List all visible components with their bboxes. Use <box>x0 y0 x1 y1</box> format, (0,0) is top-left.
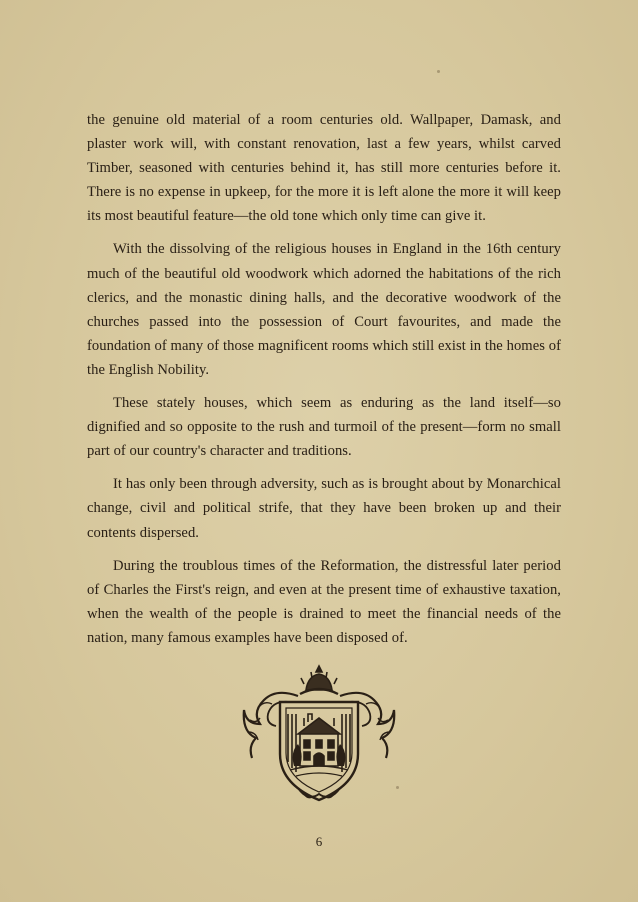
body-text <box>87 108 561 659</box>
paragraph-1: the genuine old material of a room centuries old. Wallpaper, Damask, and plaster work will, with constant renovation, last a few years, whilst carved Timber, seasoned with centuries behind it, has still more centuries before it. There is no expense in upkeep, for the more it is left alone the more it will keep its most beautiful feature—the old tone which only time can give it. <box>87 112 561 225</box>
crest-icon <box>238 662 400 807</box>
paragraph-2: With the dissolving of the religious houses in England in the 16th century much of the beautiful old woodwork which adorned the habitations of the rich clerics, and the monastic dining halls, and the decorative woodwork of the churches passed into the possession of Court favourites, and made the foundation of many of those magnificent rooms which still exist in the homes of the English Nobility. <box>87 241 561 378</box>
paragraph-5: During the troublous times of the Reformation, the distressful later period of Charles the First's reign, and even at the present time of exhaustive taxation, when the wealth of the people is drained to meet the financial needs of the nation, many famous examples have been disposed of. <box>87 557 561 646</box>
paragraph-4: It has only been through adversity, such as is brought about by Monarchical change, civil and political strife, that they have been broken up and their contents dispersed. <box>87 476 561 541</box>
page-number: 6 <box>315 834 323 849</box>
paper-speck <box>437 70 440 73</box>
paragraph-3: These stately houses, which seem as enduring as the land itself—so dignified and so opposite to the rush and turmoil of the present—form no small part of our country's character and traditions. <box>87 395 561 460</box>
